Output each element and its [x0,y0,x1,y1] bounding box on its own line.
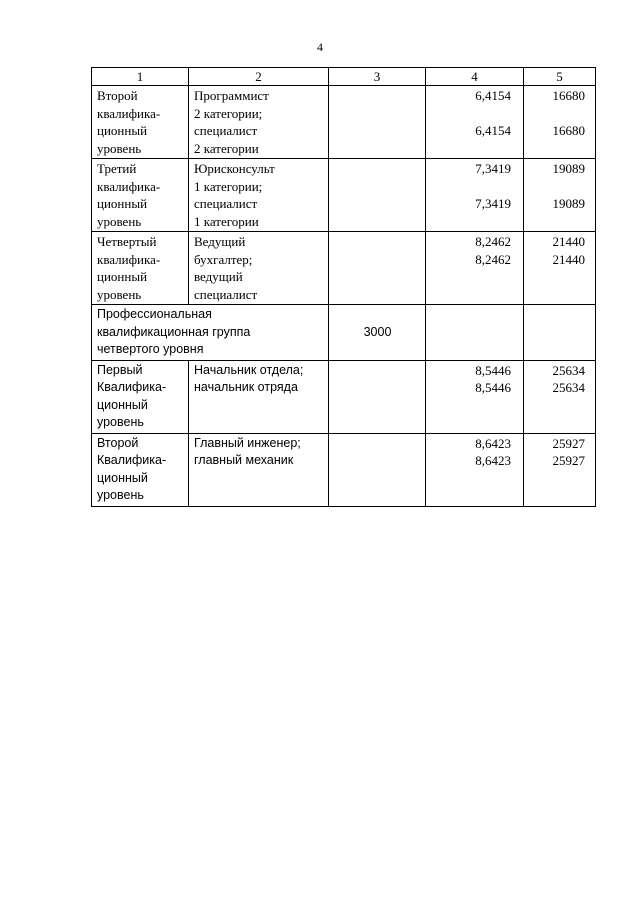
cell-line: Квалифика- [97,453,167,467]
cell-line: ционный [97,123,148,138]
column-header: 4 [426,68,524,86]
positions-cell [189,433,329,506]
coefficient-cell [426,433,524,506]
table-row [92,433,596,506]
cell-line: 21440 [552,234,585,249]
cell-line: 8,5446 [475,362,511,378]
cell-line: специалист [194,123,258,138]
table-row [92,360,596,433]
cell-line: ционный [97,196,148,211]
cell-line: квалифика- [97,105,161,121]
cell-line: Ведущий [194,234,246,249]
cell-line: Четвертый [97,234,157,249]
salary-table [91,67,596,507]
cell-line: Начальник отдела; [194,362,304,377]
cell-line: Квалифика- [97,380,167,394]
cell-line: 25634 [552,362,585,378]
cell-line: начальник отряда [194,380,298,394]
cell-line: Второй [97,435,139,450]
cell-line: 8,6423 [475,435,511,451]
amount-cell [524,232,596,305]
cell-line: ционный [97,397,148,412]
cell-line: Третий [97,161,137,176]
table-row [92,86,596,159]
coefficient-cell [426,159,524,232]
empty-cell [524,305,596,361]
cell-line: Профессиональная [97,307,212,321]
cell-gap [529,178,585,196]
table-row [92,159,596,232]
cell-line: 1 категории [194,213,259,229]
column-header: 2 [189,68,329,86]
cell-line: ционный [97,470,148,485]
cell-line: уровень [97,488,144,502]
amount-cell [524,86,596,159]
cell-line: уровень [97,286,142,302]
group-salary-cell: 3000 [329,305,426,361]
positions-cell [189,360,329,433]
cell-line: специалист [194,286,258,302]
cell-line: 19089 [552,196,585,211]
coefficient-cell [426,232,524,305]
cell-line: Юрисконсульт [194,161,275,176]
cell-line: ционный [97,269,148,284]
cell-line: 8,2462 [475,251,511,267]
cell-line: квалифика- [97,178,161,194]
cell-line: квалифика- [97,251,161,267]
cell-line: 25634 [552,380,585,395]
cell-line: 16680 [552,88,585,103]
cell-line: 16680 [552,123,585,138]
column-header: 1 [92,68,189,86]
table-row [92,232,596,305]
amount-cell [524,159,596,232]
amount-cell [524,360,596,433]
cell-line: 7,3419 [475,196,511,211]
qualification-level-cell [92,159,189,232]
cell-line: 8,6423 [475,453,511,468]
cell-line: 19089 [552,161,585,176]
cell-line: 21440 [552,251,585,267]
cell-line: уровень [97,140,142,156]
empty-cell [426,305,524,361]
positions-cell [189,232,329,305]
qualification-level-cell [92,232,189,305]
qualification-level-cell [92,433,189,506]
cell-line: 25927 [552,435,585,451]
cell-gap [431,105,511,123]
positions-cell [189,159,329,232]
salary-cell [329,86,426,159]
cell-gap [529,105,585,123]
cell-line: бухгалтер; [194,251,253,267]
cell-line: Второй [97,88,138,103]
column-header: 3 [329,68,426,86]
qualification-level-cell [92,360,189,433]
cell-line: 7,3419 [475,161,511,176]
cell-line: 8,2462 [475,234,511,249]
cell-line: Первый [97,362,143,377]
cell-line: квалификационная группа [97,324,251,339]
salary-cell [329,433,426,506]
cell-line: Программист [194,88,269,103]
cell-line: четвертого уровня [97,342,204,356]
salary-cell [329,232,426,305]
cell-line: 6,4154 [475,88,511,103]
cell-line: специалист [194,196,258,211]
cell-line: ведущий [194,269,243,284]
cell-line: 2 категории; [194,105,263,121]
salary-cell [329,159,426,232]
coefficient-cell [426,86,524,159]
cell-line: уровень [97,415,144,429]
column-header: 5 [524,68,596,86]
positions-cell [189,86,329,159]
cell-line: 1 категории; [194,178,263,194]
group-title-cell [92,305,329,361]
table-header-row [92,68,596,86]
amount-cell [524,433,596,506]
cell-line: уровень [97,213,142,229]
cell-line: 25927 [552,453,585,468]
qualification-level-cell [92,86,189,159]
page-number: 4 [317,40,323,54]
group-row [92,305,596,361]
cell-line: 2 категории [194,140,259,156]
salary-cell [329,360,426,433]
coefficient-cell [426,360,524,433]
cell-line: главный механик [194,453,294,467]
cell-line: 6,4154 [475,123,511,138]
cell-line: Главный инженер; [194,435,301,450]
cell-line: 8,5446 [475,380,511,395]
cell-gap [431,178,511,196]
